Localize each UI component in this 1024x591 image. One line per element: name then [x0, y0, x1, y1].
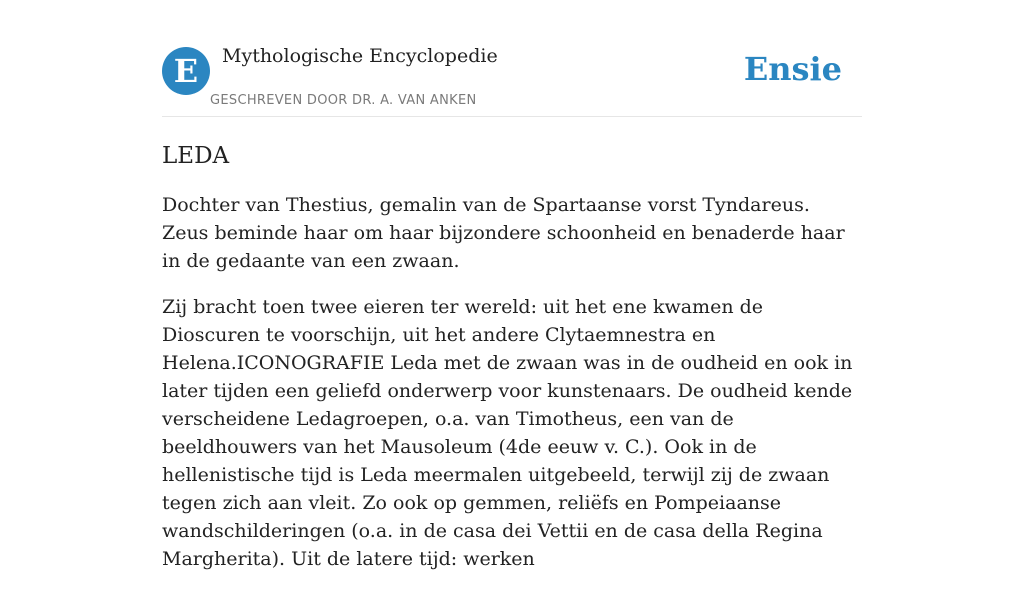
entry-title: LEDA [162, 143, 230, 169]
author-byline: GESCHREVEN DOOR DR. A. VAN ANKEN [210, 93, 477, 108]
paragraph: Dochter van Thestius, gemalin van de Spartaanse vorst Tyndareus. Zeus beminde haar om haar bijzondere schoonheid en benaderde haar in de gedaante van een zwaan. [162, 194, 845, 272]
entry-body [162, 191, 862, 573]
ensie-logo-icon[interactable]: E [162, 47, 210, 95]
brand-logo[interactable]: Ensie [743, 50, 842, 88]
publication-title[interactable]: Mythologische Encyclopedie [222, 45, 498, 67]
page [162, 0, 862, 591]
paragraph: Zij bracht toen twee eieren ter wereld: uit het ene kwamen de Dioscuren te voorschijn, uit het andere Clytaemnestra en Helena.ICONOGRAFIE Leda met de zwaan was in de oudheid en ook in later tijden een geliefd onderwerp voor kunstenaars. De oudheid kende verscheidene Ledagroepen, o.a. van Timotheus, een van de beeldhouwers van het Mausoleum (4de eeuw v. C.). Ook in de hellenistische tijd is Leda meermalen uitgebeeld, terwijl zij de zwaan tegen zich aan vleit. Zo ook op gemmen, reliëfs en Pompeiaanse wandschilderingen (o.a. in de casa dei Vettii en de casa della Regina Margherita). Uit de latere tijd: werken [162, 296, 853, 570]
header [162, 0, 862, 117]
